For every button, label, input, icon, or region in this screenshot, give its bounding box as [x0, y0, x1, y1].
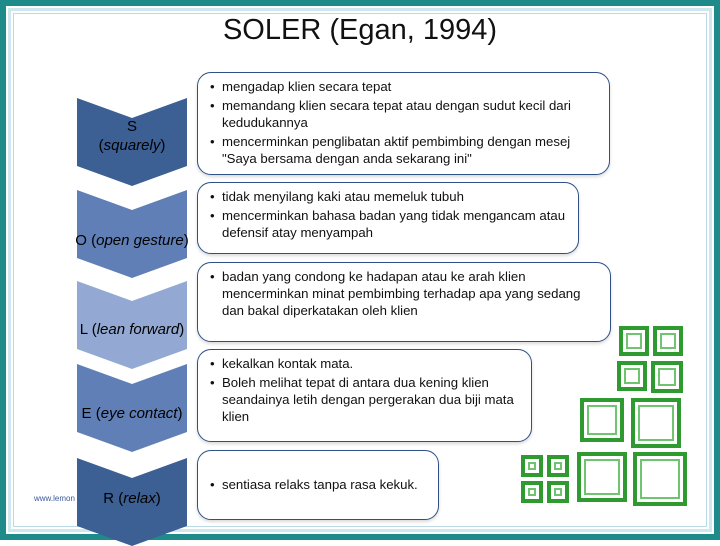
label-r-word: relax [123, 490, 156, 507]
label-e-open: ( [91, 405, 101, 422]
label-s [72, 117, 192, 155]
deco-square [619, 326, 649, 356]
slide-title: SOLER (Egan, 1994) [222, 14, 498, 46]
deco-square [547, 481, 569, 503]
label-l-word: lean forward [96, 321, 180, 338]
label-l [72, 320, 192, 339]
deco-square [633, 452, 687, 506]
list-item: • sentiasa relaks tanpa rasa kekuk. [208, 476, 428, 493]
list-item: • mencerminkan bahasa badan yang tidak mengancam atau defensif atay menyampah [208, 207, 568, 241]
deco-square [547, 455, 569, 477]
box-relax-list [208, 476, 428, 493]
footer-url: www.lemon [34, 494, 75, 503]
label-r-letter: R [103, 490, 115, 507]
deco-square [577, 452, 627, 502]
label-l-letter: L [79, 321, 88, 338]
label-l-close: ) [179, 321, 185, 338]
deco-square [631, 398, 681, 448]
label-o [72, 231, 192, 250]
list-item: • memandang klien secara tepat atau dengan sudut kecil dari kedudukannya [208, 97, 599, 131]
label-r-close: ) [155, 490, 161, 507]
box-squarely [197, 72, 610, 175]
label-s-word: squarely [103, 137, 161, 154]
label-e [72, 404, 192, 423]
deco-square [651, 361, 683, 393]
label-s-word-line [72, 136, 192, 155]
list-item: • Boleh melihat tepat di antara dua kening klien seandainya letih dengan pergerakan dua biji mata klien [208, 374, 521, 425]
list-item: • mengadap klien secara tepat [208, 78, 599, 95]
list-item: • mencerminkan penglibatan aktif pembimbing dengan mesej "Saya bersama dengan anda sekarang ini" [208, 133, 599, 167]
deco-square [521, 455, 543, 477]
label-l-open: ( [87, 321, 97, 338]
label-e-word: eye contact [100, 405, 178, 422]
label-o-open: ( [86, 232, 97, 249]
box-eye-contact-list [208, 355, 521, 425]
deco-square [521, 481, 543, 503]
box-open-gesture [197, 182, 579, 254]
label-e-close: ) [177, 405, 183, 422]
box-relax [197, 450, 439, 520]
list-item: • kekalkan kontak mata. [208, 355, 521, 372]
label-r [72, 489, 192, 508]
box-squarely-list [208, 78, 599, 167]
box-open-gesture-list [208, 188, 568, 241]
label-e-letter: E [81, 405, 92, 422]
list-item: • tidak menyilang kaki atau memeluk tubuh [208, 188, 568, 205]
deco-square [580, 398, 624, 442]
list-item: • badan yang condong ke hadapan atau ke arah klien mencerminkan minat pembimbing terhadap apa yang sedang dan bakal diperkatakan oleh klien [208, 268, 600, 319]
deco-square [653, 326, 683, 356]
label-r-open: ( [114, 490, 124, 507]
box-lean-forward [197, 262, 611, 342]
label-s-letter: S [126, 118, 137, 135]
label-s-close: ) [160, 137, 166, 154]
label-s-open: ( [98, 137, 104, 154]
label-o-word: open gesture [96, 232, 184, 249]
label-o-close: ) [183, 232, 189, 249]
box-lean-forward-list [208, 268, 600, 319]
label-o-letter: O [75, 232, 87, 249]
deco-square [617, 361, 647, 391]
box-eye-contact [197, 349, 532, 442]
